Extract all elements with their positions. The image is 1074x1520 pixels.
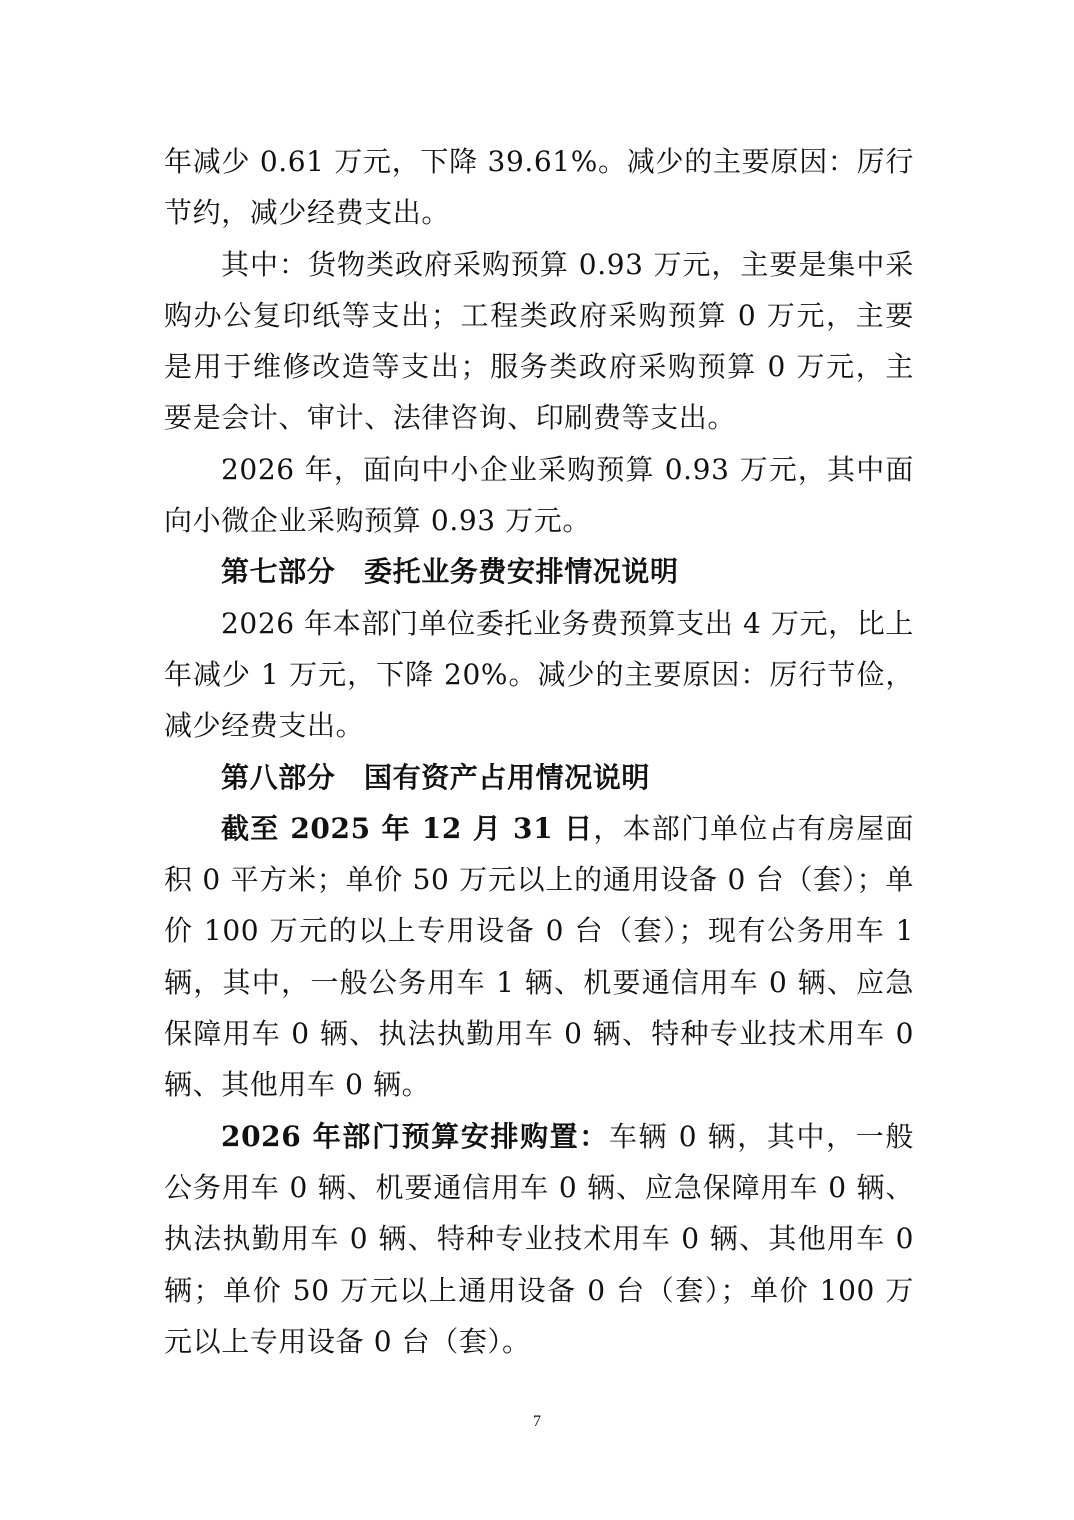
paragraph-purchase-plan: [164, 1111, 914, 1367]
assets-date-label: 截至 2025 年 12 月 31 日: [221, 811, 594, 845]
page-number: 7: [533, 1413, 541, 1430]
paragraph-assets-occupied: [164, 803, 914, 1111]
paragraph-entrusted-business: 2026 年本部门单位委托业务费预算支出 4 万元，比上年减少 1 万元，下降 20%。减少的主要原因：厉行节俭，减少经费支出。: [164, 606, 914, 743]
section-heading-state-assets: 第八部分 国有资产占用情况说明: [221, 760, 651, 794]
paragraph-procurement-summary: 年减少 0.61 万元，下降 39.61%。减少的主要原因：厉行节约，减少经费支出。: [164, 145, 914, 230]
paragraph-procurement-breakdown: 其中：货物类政府采购预算 0.93 万元，主要是集中采购办公复印纸等支出；工程类政府采购预算 0 万元，主要是用于维修改造等支出；服务类政府采购预算 0 万元，主要是会计、审计、法律咨询、印刷费等支出。: [164, 247, 914, 435]
assets-details: ，本部门单位占有房屋面积 0 平方米；单价 50 万元以上的通用设备 0 台（套）；单价 100 万元的以上专用设备 0 台（套）；现有公务用车 1 辆，其中，一般公务用车 1 辆、机要通信用车 0 辆、应急保障用车 0 辆、执法执勤用车 0 辆、特种专业技术用车 0 辆、其他用车 0 辆。: [164, 811, 914, 1102]
section-heading-entrusted-business: 第七部分 委托业务费安排情况说明: [221, 555, 679, 589]
paragraph-sme-procurement: 2026 年，面向中小企业采购预算 0.93 万元，其中面向小微企业采购预算 0.93 万元。: [164, 452, 914, 538]
page-content: [164, 136, 914, 1367]
purchase-plan-label: 2026 年部门预算安排购置：: [221, 1119, 609, 1153]
purchase-plan-details: 车辆 0 辆，其中，一般公务用车 0 辆、机要通信用车 0 辆、应急保障用车 0 辆、执法执勤用车 0 辆、特种专业技术用车 0 辆、其他用车 0 辆；单价 50 万元以上通用设备 0 台（套）；单价 100 万元以上专用设备 0 台（套）。: [164, 1119, 914, 1358]
